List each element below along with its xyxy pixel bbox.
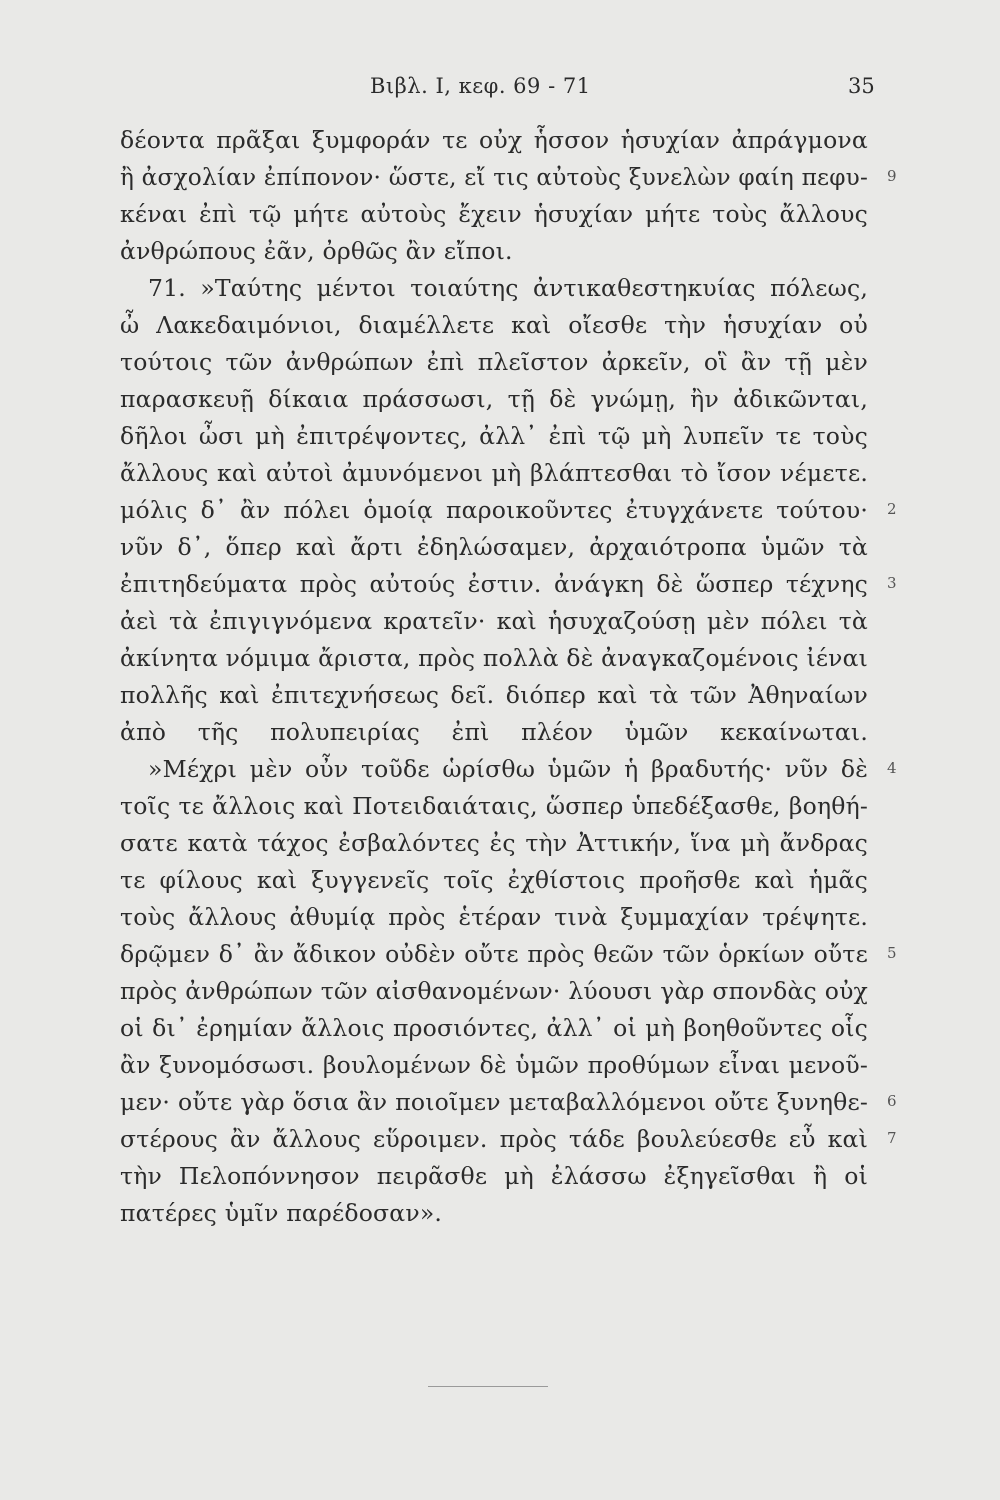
margin-section-number: 4 xyxy=(887,759,897,777)
line-text: τούτοις τῶν ἀνθρώπων ἐπὶ πλεῖστον ἀρκεῖν, οἳ ἂν τῇ μὲν xyxy=(120,348,868,376)
line-text: ἀκίνητα νόμιμα ἄριστα, πρὸς πολλὰ δὲ ἀναγκαζομένοις ἰέναι xyxy=(120,644,868,672)
text-line xyxy=(0,607,1000,644)
page-number: 35 xyxy=(848,74,875,98)
line-text: ἐπιτηδεύματα πρὸς αὐτούς ἐστιν. ἀνάγκη δὲ ὥσπερ τέχνης xyxy=(120,570,868,598)
text-line xyxy=(0,866,1000,903)
line-text: τοῖς τε ἄλλοις καὶ Ποτειδαιάταις, ὥσπερ ὑπεδέξασθε, βοηθή- xyxy=(120,792,868,820)
margin-section-number: 2 xyxy=(887,500,897,518)
text-line xyxy=(0,459,1000,496)
end-rule xyxy=(428,1386,548,1387)
line-text: δέοντα πρᾶξαι ξυμφοράν τε οὐχ ἧσσον ἡσυχίαν ἀπράγμονα xyxy=(120,126,868,154)
line-text: πολλῆς καὶ ἐπιτεχνήσεως δεῖ. διόπερ καὶ τὰ τῶν Ἀθηναίων xyxy=(120,681,868,709)
margin-section-number: 3 xyxy=(887,574,897,592)
line-text: πατέρες ὑμῖν παρέδοσαν». xyxy=(120,1199,443,1227)
margin-section-number: 5 xyxy=(887,944,897,962)
text-line xyxy=(0,940,1000,977)
text-line xyxy=(0,977,1000,1014)
line-text: δῆλοι ὦσι μὴ ἐπιτρέψοντες, ἀλλ᾽ ἐπὶ τῷ μὴ λυπεῖν τε τοὺς xyxy=(120,422,868,450)
margin-section-number: 9 xyxy=(887,167,897,185)
line-text: ἀνθρώπους ἐᾶν, ὀρθῶς ἂν εἴποι. xyxy=(120,237,513,265)
text-line xyxy=(0,496,1000,533)
line-text: τοὺς ἄλλους ἀθυμίᾳ πρὸς ἑτέραν τινὰ ξυμμαχίαν τρέψητε. xyxy=(120,903,868,931)
text-line xyxy=(0,533,1000,570)
line-text: οἱ δι᾽ ἐρημίαν ἄλλοις προσιόντες, ἀλλ᾽ οἱ μὴ βοηθοῦντες οἷς xyxy=(120,1014,868,1042)
line-text: δρῷμεν δ᾽ ἂν ἄδικον οὐδὲν οὔτε πρὸς θεῶν τῶν ὁρκίων οὔτε xyxy=(120,940,868,968)
text-line xyxy=(0,1051,1000,1088)
line-text: ἀπὸ τῆς πολυπειρίας ἐπὶ πλέον ὑμῶν κεκαίνωται. xyxy=(120,718,868,746)
text-line xyxy=(0,681,1000,718)
line-text: μόλις δ᾽ ἂν πόλει ὁμοίᾳ παροικοῦντες ἐτυγχάνετε τούτου· xyxy=(120,496,868,524)
text-line xyxy=(0,903,1000,940)
text-line xyxy=(0,237,1000,274)
text-line xyxy=(0,200,1000,237)
page-header xyxy=(0,74,1000,104)
text-line xyxy=(0,829,1000,866)
text-line xyxy=(0,348,1000,385)
text-line xyxy=(0,718,1000,755)
line-text: σατε κατὰ τάχος ἐσβαλόντες ἐς τὴν Ἀττικήν, ἵνα μὴ ἄνδρας xyxy=(120,829,868,857)
running-head: Βιβλ. Ι, κεφ. 69 - 71 xyxy=(370,74,591,98)
line-text: κέναι ἐπὶ τῷ μήτε αὐτοὺς ἔχειν ἡσυχίαν μήτε τοὺς ἄλλους xyxy=(120,200,868,228)
line-text: τε φίλους καὶ ξυγγενεῖς τοῖς ἐχθίστοις προῆσθε καὶ ἡμᾶς xyxy=(120,866,868,894)
text-line xyxy=(0,1014,1000,1051)
margin-section-number: 6 xyxy=(887,1092,897,1110)
text-line xyxy=(0,163,1000,200)
text-line xyxy=(0,274,1000,311)
text-line xyxy=(0,1088,1000,1125)
line-text: παρασκευῇ δίκαια πράσσωσι, τῇ δὲ γνώμῃ, ἢν ἀδικῶνται, xyxy=(120,385,868,413)
body-text xyxy=(0,126,1000,1236)
text-line xyxy=(0,311,1000,348)
line-text: ὦ Λακεδαιμόνιοι, διαμέλλετε καὶ οἴεσθε τὴν ἡσυχίαν οὐ xyxy=(120,311,868,339)
text-line xyxy=(0,422,1000,459)
line-text: »Μέχρι μὲν οὖν τοῦδε ὡρίσθω ὑμῶν ἡ βραδυτής· νῦν δὲ xyxy=(148,755,868,783)
line-text: τὴν Πελοπόννησον πειρᾶσθε μὴ ἐλάσσω ἐξηγεῖσθαι ἢ οἱ xyxy=(120,1162,868,1190)
text-line xyxy=(0,1199,1000,1236)
line-text: ἀεὶ τὰ ἐπιγιγνόμενα κρατεῖν· καὶ ἡσυχαζούσῃ μὲν πόλει τὰ xyxy=(120,607,868,635)
line-text: μεν· οὔτε γὰρ ὅσια ἂν ποιοῖμεν μεταβαλλόμενοι οὔτε ξυνηθε- xyxy=(120,1088,868,1116)
line-text: ἂν ξυνομόσωσι. βουλομένων δὲ ὑμῶν προθύμων εἶναι μενοῦ- xyxy=(120,1051,868,1079)
text-line xyxy=(0,1162,1000,1199)
text-line xyxy=(0,570,1000,607)
line-text: νῦν δ᾽, ὅπερ καὶ ἄρτι ἐδηλώσαμεν, ἀρχαιότροπα ὑμῶν τὰ xyxy=(120,533,868,561)
text-line xyxy=(0,385,1000,422)
line-text: ἄλλους καὶ αὐτοὶ ἀμυνόμενοι μὴ βλάπτεσθαι τὸ ἴσον νέμετε. xyxy=(120,459,868,487)
line-text: πρὸς ἀνθρώπων τῶν αἰσθανομένων· λύουσι γὰρ σπονδὰς οὐχ xyxy=(120,977,868,1005)
line-text: 71. »Ταύτης μέντοι τοιαύτης ἀντικαθεστηκυίας πόλεως, xyxy=(148,274,868,302)
text-line xyxy=(0,126,1000,163)
text-line xyxy=(0,1125,1000,1162)
text-line xyxy=(0,755,1000,792)
text-line xyxy=(0,644,1000,681)
line-text: στέρους ἂν ἄλλους εὕροιμεν. πρὸς τάδε βουλεύεσθε εὖ καὶ xyxy=(120,1125,868,1153)
margin-section-number: 7 xyxy=(887,1129,897,1147)
text-line xyxy=(0,792,1000,829)
line-text: ἢ ἀσχολίαν ἐπίπονον· ὥστε, εἴ τις αὐτοὺς ξυνελὼν φαίη πεφυ- xyxy=(120,163,868,191)
